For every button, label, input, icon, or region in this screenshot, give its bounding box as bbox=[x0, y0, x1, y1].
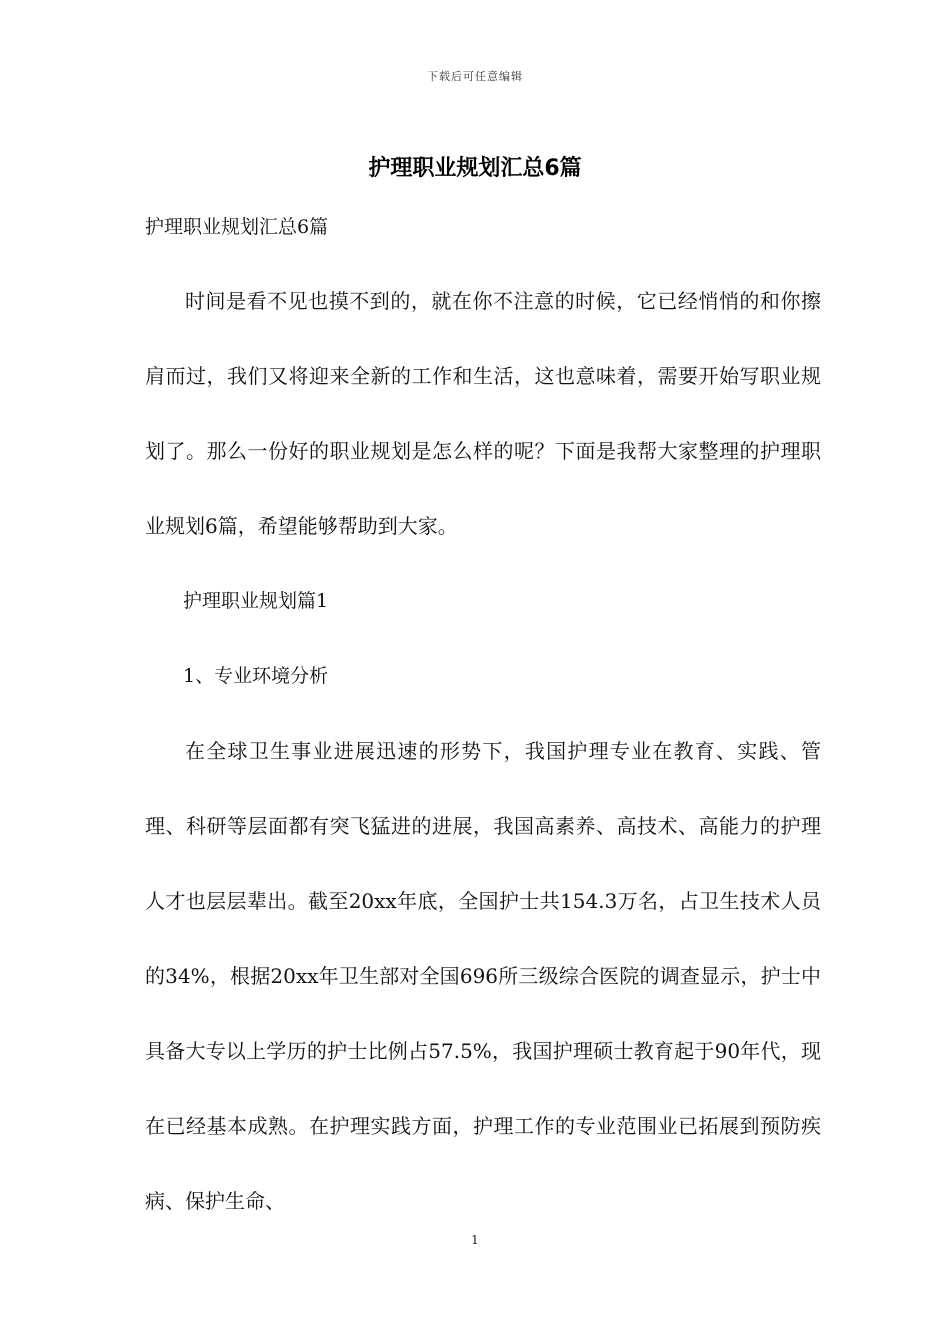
subsection-heading: 1、专业环境分析 bbox=[183, 665, 329, 687]
document-body bbox=[145, 264, 821, 1239]
document-title: 护理职业规划汇总6篇 bbox=[368, 156, 582, 181]
intro-paragraph: 时间是看不见也摸不到的，就在你不注意的时候，它已经悄悄的和你擦肩而过，我们又将迎来全新的工作和生活，这也意味着，需要开始写职业规划了。那么一份好的职业规划是怎么样的呢？下面是我帮大家整理的护理职业规划6篇，希望能够帮助到大家。 bbox=[145, 289, 821, 538]
document-subtitle: 护理职业规划汇总6篇 bbox=[145, 216, 329, 238]
page-header-note: 下载后可任意编辑 bbox=[427, 70, 523, 83]
page-number: 1 bbox=[471, 1233, 479, 1247]
section-heading: 护理职业规划篇1 bbox=[183, 590, 329, 612]
body-paragraph: 在全球卫生事业进展迅速的形势下，我国护理专业在教育、实践、管理、科研等层面都有突飞猛进的进展，我国高素养、高技术、高能力的护理人才也层层辈出。截至20xx年底，全国护士共154.3万名，占卫生技术人员的34%，根据20xx年卫生部对全国696所三级综合医院的调查显示，护士中具备大专以上学历的护士比例占57.5%，我国护理硕士教育起于90年代，现在已经基本成熟。在护理实践方面，护理工作的专业范围业已拓展到预防疾病、保护生命、 bbox=[145, 739, 821, 1213]
